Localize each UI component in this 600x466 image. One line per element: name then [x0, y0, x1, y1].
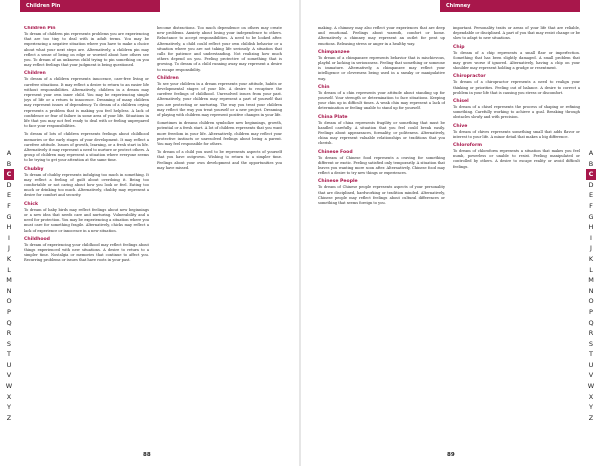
letter-tab-w[interactable]: W: [5, 382, 13, 391]
letter-tab-r[interactable]: R: [588, 329, 594, 338]
letter-tab-e[interactable]: E: [588, 191, 594, 200]
entry-body: become distractions. Too much dependence on others may create new problems. Anxiety about losing your independence to others. Reluctance to accept responsibilities. A need to be looked after. Alternatively, a child could reflect your own childish behavior or a situation where you are not taking life seriously. A situation that calls for patience and understanding. Not realizing how much others depend on you. Feeling protective of something that is growing. To dream of a child running away may represent a desire to escape responsibility.: [157, 26, 282, 72]
letter-tab-g[interactable]: G: [588, 212, 594, 221]
letter-tab-y[interactable]: Y: [589, 403, 593, 412]
dictionary-entry: [24, 202, 149, 234]
dictionary-entry: [453, 74, 580, 96]
entry-heading: Chloroform: [453, 143, 483, 149]
text-column: [24, 26, 149, 446]
entry-heading: Chimpanzee: [318, 49, 350, 55]
entry-body: To dream of a children represents innocence, care-free living or carefree situations. It may reflect a desire to return to an easier life without responsibilities. Alternatively, children in a dream may represent your own inner child. You may be experiencing simple joys of life or a return to innocence. Dreaming of many children may represent issues of dependency. To dream of a children crying represents a problem that is making you feel helpless. A lack of confidence or fear of failure in some area of your life. Situations in life that you may not feel ready to deal with or feeling unprepared to face your responsibilities.: [24, 77, 149, 129]
letter-tab-s[interactable]: S: [6, 339, 12, 348]
right-page: [300, 0, 600, 466]
entry-body: To dream of Chinese people represents aspects of your personality that are disciplined, hardworking or tradition minded. Alternatively, Chinese people may reflect feelings about cultural differences or something that seems foreign to you.: [318, 185, 445, 206]
entry-heading: Children: [157, 75, 179, 81]
letter-tab-v[interactable]: V: [588, 371, 594, 380]
letter-tab-f[interactable]: F: [7, 201, 11, 210]
dictionary-entry: [24, 26, 149, 68]
letter-tab-c[interactable]: C: [586, 169, 596, 180]
right-columns: [318, 26, 580, 446]
letter-tab-p[interactable]: P: [589, 307, 593, 316]
letter-tab-o[interactable]: O: [6, 297, 12, 306]
letter-tab-v[interactable]: V: [6, 371, 12, 380]
entry-heading: Childhood: [24, 236, 50, 242]
entry-heading: China Plate: [318, 114, 348, 120]
letter-tab-s[interactable]: S: [588, 339, 594, 348]
letter-tab-z[interactable]: Z: [588, 413, 594, 422]
letter-tab-h[interactable]: H: [6, 223, 12, 232]
letter-tab-y[interactable]: Y: [7, 403, 11, 412]
letter-tab-j[interactable]: J: [8, 244, 10, 253]
entry-heading: Chiropractor: [453, 74, 486, 80]
dictionary-entry: [157, 76, 282, 118]
left-header-title: Children Pin: [26, 3, 61, 9]
entry-body: To dream of baby birds may reflect feelings about new beginnings or a new idea that needs care and nurturing. Vulnerability and a need for protection. You may be experiencing a situation where you must care for something fragile. Alternatively, chicks may reflect a lack of experience or innocence in a new situation.: [24, 207, 149, 233]
entry-body: To dream of china represents fragility or something that must be handled carefully. A situation that you feel could break easily. Feelings about appearances, formality, or politeness. Alternatively, china may represent valuable relationships or traditions that you cherish.: [318, 120, 445, 146]
letter-tab-a[interactable]: A: [6, 149, 12, 157]
entry-heading: Chive: [453, 123, 468, 129]
left-columns: [24, 26, 282, 446]
letter-tab-b[interactable]: B: [6, 159, 12, 168]
letter-tab-k[interactable]: K: [588, 254, 594, 263]
entry-body: To dream of a chisel represents the process of shaping or refining something. Carefully working to achieve a goal. Breaking through obstacles slowly and with precision.: [453, 105, 580, 120]
letter-tab-x[interactable]: X: [588, 392, 594, 401]
text-column: [453, 26, 580, 446]
entry-heading: Chubby: [24, 166, 44, 172]
dictionary-entry: [318, 85, 445, 112]
letter-tab-r[interactable]: R: [6, 329, 12, 338]
entry-heading: Chinese Food: [318, 149, 353, 155]
letter-tab-c[interactable]: C: [4, 169, 14, 180]
right-header-title: Chimney: [446, 3, 471, 9]
dictionary-entry: [453, 124, 580, 140]
dictionary-entry: [318, 50, 445, 82]
entry-heading: Chisel: [453, 99, 469, 105]
entry-heading: Chip: [453, 44, 465, 50]
right-header-bar: [440, 0, 580, 12]
letter-tab-k[interactable]: K: [6, 254, 12, 263]
entry-body: To dream of chubby represents indulging too much in something. It may reflect a feeling of guilt about overdoing it. Being too comfortable or not caring about how you look or feel. Eating too much or drinking too much. Alternatively, chubby may represent a desire for comfort and security.: [24, 172, 149, 198]
letter-tab-u[interactable]: U: [588, 360, 594, 369]
dictionary-entry: [453, 99, 580, 121]
dictionary-entry: [318, 150, 445, 177]
entry-heading: Children Pin: [24, 26, 56, 31]
letter-tab-u[interactable]: U: [6, 360, 12, 369]
dictionary-entry: [453, 45, 580, 72]
letter-tab-i[interactable]: I: [8, 233, 10, 242]
dictionary-entry: [24, 167, 149, 199]
entry-body: To dream of lots of children represents feelings about childhood memories or the early stages of your development. It may reflect a carefree attitude. Issues of growth, learning, or a fresh start in life. Alternatively it may represent a need to nurture or protect others. A group of children may represent a situation where everyone seems to be trying to get your attention at the same time.: [24, 132, 149, 163]
dictionary-entry: [24, 237, 149, 264]
letter-tab-e[interactable]: E: [6, 191, 12, 200]
letter-tab-p[interactable]: P: [7, 307, 11, 316]
letter-tab-a[interactable]: A: [588, 149, 594, 157]
dictionary-entry: [453, 26, 580, 42]
letter-tab-n[interactable]: N: [6, 286, 12, 295]
entry-heading: Chick: [24, 201, 38, 207]
letter-tab-l[interactable]: L: [589, 265, 593, 274]
entry-body: To see your children in a dream represents your attitude, habits or developmental stages of your life. A desire to recapture the carefree feelings of childhood. Unresolved issues from your past. Alternatively, your children may represent a part of yourself that you are protecting or nurturing. The way you treat your children may reflect the way you treat yourself or a new project. Dreaming of playing with children may represent positive changes in your life.: [157, 81, 282, 118]
entry-body: To dream of experiencing your childhood may reflect feelings about things experienced with new situations. A desire to return to a simpler time. Nostalgia or memories that continue to affect you. Recurring problems or issues that have roots in your past.: [24, 242, 149, 263]
letter-tab-g[interactable]: G: [6, 212, 12, 221]
entry-body: To dream of a chin represents your attitude about standing up for yourself. Your strength or determination to face situations. Keeping your chin up in difficult times. A weak chin may represent a lack of determination or feeling unable to stand up for yourself.: [318, 90, 445, 111]
letter-tab-d[interactable]: D: [588, 180, 594, 189]
left-header-bar: [20, 0, 160, 12]
dictionary-entry: [453, 143, 580, 170]
dictionary-entry: [24, 132, 149, 163]
letter-tab-w[interactable]: W: [587, 382, 595, 391]
dictionary-entry: [318, 115, 445, 147]
letter-tab-i[interactable]: I: [590, 233, 592, 242]
letter-tab-o[interactable]: O: [588, 297, 594, 306]
left-letter-index: [4, 148, 14, 423]
entry-heading: Children: [24, 71, 46, 77]
entry-heading: Chin: [318, 84, 330, 90]
entry-body: To dream of Chinese food represents a craving for something different or exotic. Feeling satisfied only temporarily. A situation that leaves you wanting more soon after. Alternatively, Chinese food may reflect a desire to try new things or experiences.: [318, 155, 445, 176]
dictionary-entry: [24, 71, 149, 129]
right-letter-index: [586, 148, 596, 423]
letter-tab-q[interactable]: Q: [588, 318, 594, 327]
entry-heading: Chinese People: [318, 179, 358, 185]
entry-body: important. Personality traits or areas of your life that are reliable, dependable or disciplined. A part of you that may resist change or be slow to adapt to new situations.: [453, 26, 580, 41]
letter-tab-x[interactable]: X: [6, 392, 12, 401]
letter-tab-l[interactable]: L: [7, 265, 11, 274]
letter-tab-b[interactable]: B: [588, 159, 594, 168]
entry-body: To dream of chloroform represents a situation that makes you feel numb, powerless or unable to resist. Feeling manipulated or controlled by others. A desire to escape reality or avoid difficult feelings.: [453, 149, 580, 169]
entry-body: Sometimes in dreams children symbolize new beginnings, growth, potential or a fresh start. A lot of children represents that you want more freedom in your life. Alternatively, children may reflect your protective instincts or unresolved feelings about being a parent. You may feel responsible for others.: [157, 121, 282, 147]
letter-tab-d[interactable]: D: [6, 180, 12, 189]
letter-tab-n[interactable]: N: [588, 286, 594, 295]
letter-tab-f[interactable]: F: [589, 201, 593, 210]
right-page-number: 89: [447, 452, 455, 458]
text-column: [157, 26, 282, 446]
letter-tab-z[interactable]: Z: [6, 413, 12, 422]
letter-tab-j[interactable]: J: [590, 244, 592, 253]
letter-tab-t[interactable]: T: [589, 350, 593, 359]
entry-body: To dream of chives represents something small that adds flavor or interest to your life. A minor detail that makes a big difference.: [453, 129, 580, 139]
entry-body: To dream of a chip represents a small flaw or imperfection. Something that has been slightly damaged. A small problem that may grow worse if ignored. Alternatively, having a chip on your shoulder may represent holding a grudge or resentment.: [453, 50, 580, 71]
entry-body: To dream of a chimpanzee represents behavior that is mischievous, playful or lacking in seriousness. Feeling that something or someone is immature. Alternatively, a chimpanzee may reflect your intelligence or cleverness being used in a sneaky or manipulative way.: [318, 55, 445, 81]
left-page-number: 88: [143, 452, 151, 458]
letter-tab-m[interactable]: M: [6, 276, 12, 285]
dictionary-entry: [318, 26, 445, 47]
letter-tab-h[interactable]: H: [588, 223, 594, 232]
entry-body: To dream of a child you used to be represents aspects of yourself that you have outgrown. Wishing to return to a simpler time. Feelings about your own development and the opportunities you may have missed.: [157, 150, 282, 170]
text-column: [318, 26, 445, 446]
entry-body: making. A chimney may also reflect your experiences that are deep and emotional. Feelings about warmth, comfort or home. Alternatively a chimney may represent an outlet for pent up emotions. Releasing stress or anger in a healthy way.: [318, 26, 445, 46]
dictionary-entry: [157, 150, 282, 171]
entry-body: To dream of a chiropractor represents a need to realign your thinking or priorities. Feeling out of balance. A desire to correct a problem in your life that is causing you stress or discomfort.: [453, 80, 580, 95]
dictionary-entry: [157, 121, 282, 147]
letter-tab-t[interactable]: T: [7, 350, 11, 359]
dictionary-entry: [157, 26, 282, 73]
letter-tab-m[interactable]: M: [588, 276, 594, 285]
letter-tab-q[interactable]: Q: [6, 318, 12, 327]
dictionary-entry: [318, 179, 445, 206]
entry-body: To dream of children pin represents problems you are experiencing that are too tiny to deal with in adult terms. You may be experiencing a negative situation where you have to make a choice about what your next steps are. Alternatively, a children pin may reflect a sense of being on edge or worried about how others see you. To dream of an unknown child trying to pin something on you may reflect feelings that your judgment is being questioned.: [24, 32, 149, 68]
